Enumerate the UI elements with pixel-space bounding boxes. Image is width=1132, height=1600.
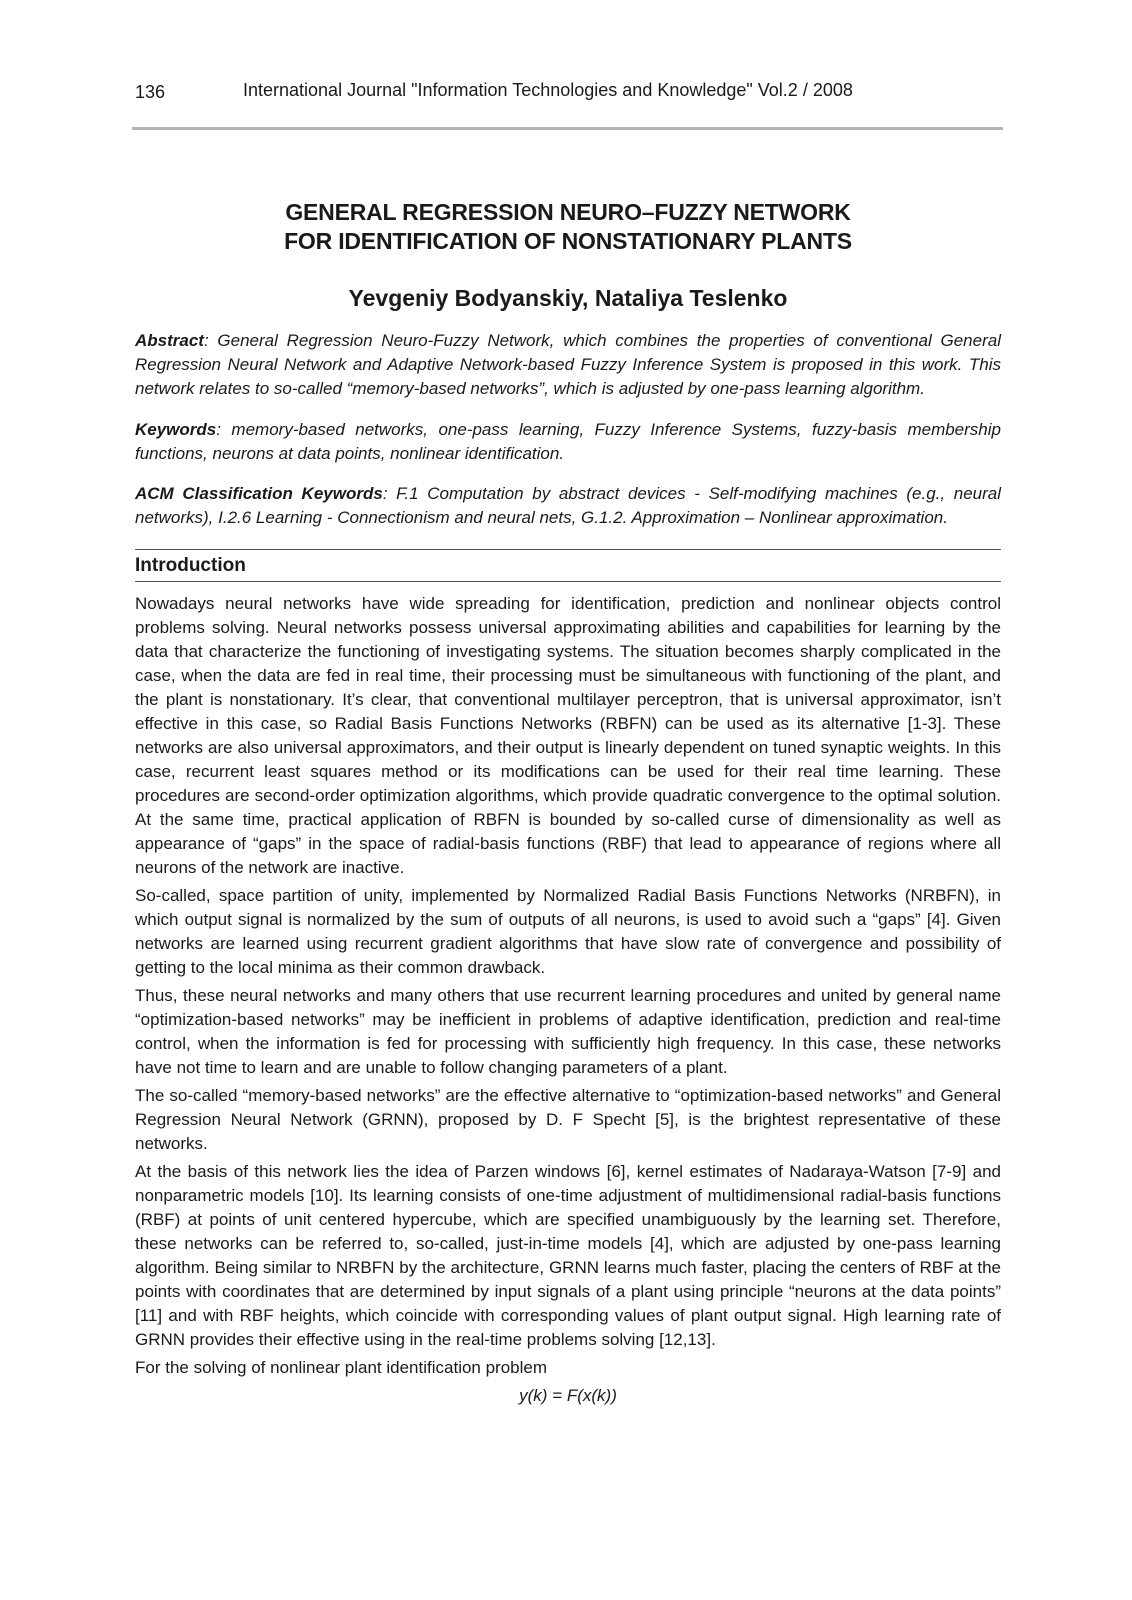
abstract-text: : General Regression Neuro-Fuzzy Network, which combines the properties of conventional General Regression Neural Network and Adaptive Network-based Fuzzy Inference System is proposed in this work. This network relates to so-called “memory-based networks”, which is adjusted by one-pass learning algorithm. (135, 331, 1001, 398)
header-divider (132, 127, 1003, 130)
body-paragraph: Thus, these neural networks and many others that use recurrent learning procedures and united by general name “optimization-based networks” may be inefficient in problems of adaptive identification, prediction and real-time control, when the information is fed for processing with sufficiently high frequency. In this case, these networks have not time to learn and are unable to follow changing parameters of a plant. (135, 986, 1001, 1077)
keywords-text: : memory-based networks, one-pass learning, Fuzzy Inference Systems, fuzzy-basis membership functions, neurons at data points, nonlinear identification. (135, 420, 1001, 463)
keywords-label: Keywords (135, 420, 217, 439)
paper-title (135, 198, 1001, 256)
paper-authors: Yevgeniy Bodyanskiy, Nataliya Teslenko (348, 285, 788, 311)
body-paragraph: Nowadays neural networks have wide spreading for identification, prediction and nonlinear objects control problems solving. Neural networks possess universal approximating abilities and capabilities for learning by the data that characterize the functioning of investigating systems. The situation becomes sharply complicated in the case, when the data are fed in real time, their processing must be simultaneous with functioning of the plant, and the plant is nonstationary. It’s clear, that conventional multilayer perceptron, that is universal approximator, isn’t effective in this case, so Radial Basis Functions Networks (RBFN) can be used as its alternative [1-3]. These networks are also universal approximators, and their output is linearly dependent on tuned synaptic weights. In this case, recurrent least squares method or its modifications can be used for their real time learning. These procedures are second-order optimization algorithms, which provide quadratic convergence to the optimal solution. At the same time, practical application of RBFN is bounded by so-called curse of dimensionality as well as appearance of “gaps” in the space of radial-basis functions (RBF) that lead to appearance of regions where all neurons of the network are inactive. (135, 594, 1001, 877)
paper-title-line-2: FOR IDENTIFICATION OF NONSTATIONARY PLANTS (284, 228, 852, 254)
abstract-label: Abstract (135, 331, 204, 350)
paper-title-line-1: GENERAL REGRESSION NEURO–FUZZY NETWORK (285, 199, 851, 225)
journal-title: International Journal "Information Technologies and Knowledge" Vol.2 / 2008 (243, 80, 853, 100)
section-heading-introduction: Introduction (135, 549, 1001, 582)
body-paragraph: At the basis of this network lies the idea of Parzen windows [6], kernel estimates of Nadaraya-Watson [7-9] and nonparametric models [10]. Its learning consists of one-time adjustment of multidimensional radial-basis functions (RBF) at points of unit centered hypercube, which are specified unambiguously by the learning set. Therefore, these networks can be referred to, so-called, just-in-time models [4], which are adjusted by one-pass learning algorithm. Being similar to NRBFN by the architecture, GRNN learns much faster, placing the centers of RBF at the points with coordinates that are determined by input signals of a plant using principle “neurons at the data points” [11] and with RBF heights, which coincide with corresponding values of plant output signal. High learning rate of GRNN provides their effective using in the real-time problems solving [12,13]. (135, 1162, 1001, 1349)
equation: y(k) = F(x(k)) (519, 1386, 617, 1405)
abstract (135, 329, 1001, 401)
introduction-body (135, 592, 1001, 1408)
acm-label: ACM Classification Keywords (135, 484, 383, 503)
body-paragraph: The so-called “memory-based networks” are the effective alternative to “optimization-based networks” and General Regression Neural Network (GRNN), proposed by D. F Specht [5], is the brightest representative of these networks. (135, 1086, 1001, 1153)
keywords (135, 418, 1001, 466)
body-paragraph: So-called, space partition of unity, implemented by Normalized Radial Basis Functions Networks (NRBFN), in which output signal is normalized by the sum of outputs of all neurons, is used to avoid such a “gaps” [4]. Given networks are learned using recurrent gradient algorithms that have slow rate of convergence and possibility of getting to the local minima as their common drawback. (135, 886, 1001, 977)
running-header (135, 78, 1005, 108)
acm-text: : F.1 Computation by abstract devices - Self-modifying machines (e.g., neural networks), I.2.6 Learning - Connectionism and neural nets, G.1.2. Approximation – Nonlinear approximation. (135, 484, 1002, 527)
acm-classification (135, 482, 1001, 530)
page-number: 136 (135, 82, 166, 102)
body-paragraph: For the solving of nonlinear plant identification problem (135, 1358, 548, 1377)
